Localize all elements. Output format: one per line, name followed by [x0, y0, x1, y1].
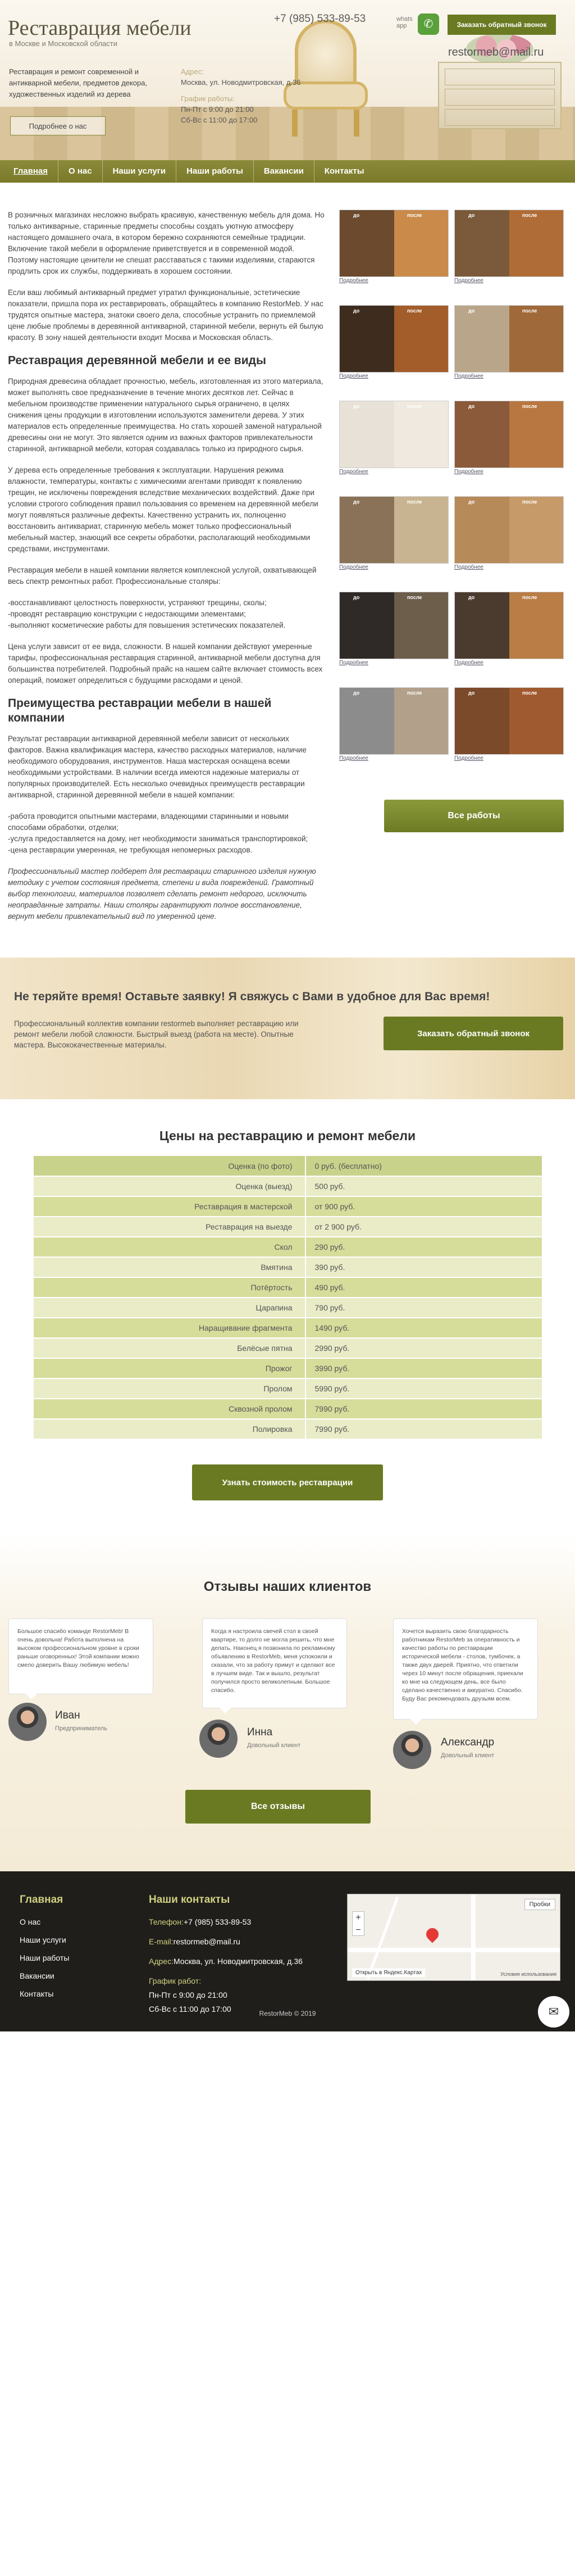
price-service-name: Белёсые пятна — [34, 1338, 305, 1358]
callback-button-top[interactable]: Заказать обратный звонок — [448, 15, 556, 35]
article-paragraph: Природная древесина обладает прочностью, мебель, изготовленная из этого материала, может выполнять свое предназначение в течение многих десятков лет. Сейчас в мебельном производстве применении натурального сырья ограничено, в целях снижения цены продукции в изготовлении используются заменители дерева. У этих материалов есть определенные преимущества. Но стать хорошей заменой натуральной древесины они не могут. Это является одним из важных факторов привлекательности старинной, антикварной мебели, которая создавалась только из природного сырья. — [8, 377, 323, 453]
reviewer-role: Довольный клиент — [441, 1752, 495, 1759]
review-card: Хочется выразить свою благодарность работникам RestorMeb за оперативность и качество работы по реставрации исторической мебели - столов, тумбочек, а также двух дверей. Приятно, что ответили через 10 минут после обращения, приехали ко мне на следующем день, все было сделано качественно и аккуратно. Спасибо. Буду Вас рекомендовать друзьям всем. — [393, 1618, 538, 1720]
before-label: до — [353, 499, 360, 505]
work-photo[interactable] — [454, 401, 564, 468]
work-photo[interactable] — [339, 687, 449, 755]
after-label: после — [522, 308, 537, 314]
map-open-link[interactable]: Открыть в Яндекс.Картах — [352, 1969, 425, 1977]
price-service-name: Наращивание фрагмента — [34, 1318, 305, 1338]
footer-menu — [20, 1913, 69, 2003]
avatar — [8, 1703, 47, 1741]
footer-menu-title[interactable]: Главная — [20, 1894, 63, 1906]
after-label: после — [522, 499, 537, 505]
reviews-title: Отзывы наших клиентов — [203, 1579, 372, 1594]
work-more-link[interactable]: Подробнее — [339, 755, 368, 761]
footer-link-vacancies[interactable]: Вакансии — [20, 1971, 54, 1980]
price-row — [34, 1237, 542, 1257]
phone-label: Телефон: — [149, 1917, 184, 1926]
prices-title: Цены на реставрацию и ремонт мебели — [159, 1128, 416, 1143]
footer-phone[interactable]: +7 (985) 533-89-53 — [183, 1917, 252, 1926]
work-photo[interactable] — [339, 592, 449, 659]
price-value: 0 руб. (бесплатно) — [305, 1156, 542, 1176]
footer-contacts-title: Наши контакты — [149, 1894, 230, 1906]
nav-item-home[interactable]: Главная — [3, 160, 58, 183]
before-label: до — [468, 499, 475, 505]
footer-schedule-weekend: Сб-Вс с 11:00 до 17:00 — [149, 2004, 231, 2013]
article-paragraph: Если ваш любимый антикварный предмет утратил функциональные, эстетические показатели, пришла пора их реставрировать, обращайтесь в компанию RestorMeb. У нас трудятся опытные мастера, знатоки своего дела, способные устранить по приемлемой цене любые проблемы в деревянной антикварной, старинной мебели, вернуть ей былую красоту. В зону нашей деятельности входит Москва и Московская область. — [8, 288, 323, 342]
price-value: от 2 900 руб. — [305, 1217, 542, 1237]
dresser-image — [438, 62, 562, 129]
before-label: до — [468, 212, 475, 218]
price-service-name: Полировка — [34, 1419, 305, 1439]
price-row — [34, 1318, 542, 1338]
review-card: Когда я настроила свечей стол в своей квартире, то долго не могла решить, что мне делать. Наконец я позвонила по рекламному объявлению в RestorMeb, меня успокоили и сказали, что за работу примут и сделают все в лучшем виде. Так и вышло, результат получился просто великолепным. Большое спасибо. — [202, 1618, 347, 1708]
work-tile[interactable] — [454, 210, 564, 285]
article-paragraph: Результат реставрации антикварной деревянной мебели зависит от нескольких факторов. Важна квалификация мастера, качество расходных материалов, наличие необходимого оборудования, инструментов. Наша мастерская оснащена всеми необходимыми устройствами. В наличии всегда имеются надежные материалы от популярных производителей. Есть несколько очевидных преимуществ реставрации антикварной, старинной деревянной мебели в нашей компании: — [8, 734, 307, 799]
footer-schedule-weekdays: Пн-Пт с 9:00 до 21:00 — [149, 1990, 227, 1999]
address-label: Адрес: — [149, 1957, 174, 1966]
cta-callback-button[interactable]: Заказать обратный звонок — [384, 1017, 563, 1050]
cta-title: Не теряйте время! Оставьте заявку! Я свяжусь с Вами в удобное для Вас время! — [14, 990, 490, 1003]
work-tile[interactable] — [339, 210, 449, 285]
after-label: после — [407, 403, 422, 409]
work-tile[interactable] — [339, 687, 449, 763]
work-more-link[interactable]: Подробнее — [454, 469, 483, 475]
work-tile[interactable] — [339, 305, 449, 381]
work-photo[interactable] — [454, 687, 564, 755]
price-row — [34, 1196, 542, 1217]
price-service-name: Реставрация на выезде — [34, 1217, 305, 1237]
after-label: после — [407, 499, 422, 505]
subnav-spacer — [0, 183, 575, 210]
whatsapp-icon[interactable]: ✆ — [418, 13, 439, 35]
site-title[interactable]: Реставрация мебели — [8, 16, 191, 40]
price-service-name: Скол — [34, 1237, 305, 1257]
before-label: до — [468, 690, 475, 696]
price-value: от 900 руб. — [305, 1196, 542, 1217]
reviewer-name: Александр — [441, 1736, 495, 1748]
map-pin-icon — [423, 1925, 441, 1943]
price-row — [34, 1338, 542, 1358]
reviewer-role: Предприниматель — [55, 1725, 108, 1732]
footer-email[interactable]: restormeb@mail.ru — [173, 1937, 240, 1946]
avatar — [199, 1720, 238, 1758]
article-paragraph: В розничных магазинах несложно выбрать красивую, качественную мебель для дома. Но только антикварные, старинные предметы способны создать уютную атмосферу настоящего домашнего очага, в котором бережно сохраняются семейные традиции. Включение такой мебели в оформление приветствуется и в современной модой. Поэтому настоящие ценители не спешат расставаться с такими изделиями, стараются продлить срок их службы, поддерживать в хорошем состоянии. — [8, 211, 325, 275]
schedule-weekend: Сб-Вс с 11:00 до 17:00 — [181, 116, 258, 124]
price-table — [34, 1156, 542, 1440]
footer — [0, 1871, 575, 2031]
footer-link-services[interactable]: Наши услуги — [20, 1935, 66, 1944]
price-service-name: Царапина — [34, 1298, 305, 1318]
work-tile[interactable] — [454, 592, 564, 668]
about-button[interactable]: Подробнее о нас — [10, 116, 106, 135]
article-paragraph: Цена услуги зависит от ее вида, сложности. В нашей компании действуют умеренные тарифы, профессиональная реставрация старинной, антикварной мебели доступна для большинства потребителей. Подробный прайс на нашем сайте включает стоимость всех операций, поможет определиться с будущими расходами и ценой. — [8, 642, 323, 684]
footer-link-contacts[interactable]: Контакты — [20, 1989, 54, 1998]
prices-section — [0, 1099, 575, 1500]
price-value: 390 руб. — [305, 1257, 542, 1277]
work-tile[interactable] — [454, 305, 564, 381]
copyright: RestorMeb © 2019 — [259, 2010, 316, 2017]
review-card: Большое спасибо команде RestorMeb! В очень довольна! Работа выполнена на высоком профессиональном уровне в сроки раньше оговоренных! Этой компании можно смело доверить Вашу любимую мебель! — [8, 1618, 153, 1694]
yandex-map[interactable] — [347, 1894, 560, 1981]
after-label: после — [522, 403, 537, 409]
header-description: Реставрация и ремонт современной и антикварной мебели, предметов декора, художественных изделий из дерева — [9, 67, 148, 98]
price-service-name: Вмятина — [34, 1257, 305, 1277]
before-label: до — [353, 212, 360, 218]
header-phone-link[interactable]: +7 (985) 533-89-53 — [274, 13, 366, 25]
price-service-name: Потёртость — [34, 1277, 305, 1298]
after-label: после — [407, 690, 422, 696]
address-text: Москва, ул. Новодмитровская, д.36 — [181, 78, 301, 87]
work-more-link[interactable]: Подробнее — [454, 278, 483, 284]
all-reviews-button[interactable]: Все отзывы — [185, 1790, 371, 1824]
before-label: до — [353, 690, 360, 696]
price-row — [34, 1156, 542, 1176]
main-nav — [0, 160, 575, 183]
work-tile[interactable] — [454, 687, 564, 763]
price-row — [34, 1419, 542, 1439]
after-label: после — [407, 308, 422, 314]
services-list — [8, 597, 325, 631]
header — [0, 0, 575, 160]
nav-item-about[interactable]: О нас — [58, 160, 103, 183]
price-value: 2990 руб. — [305, 1338, 542, 1358]
header-email-link[interactable]: restormeb@mail.ru — [448, 46, 544, 58]
price-service-name: Пролом — [34, 1378, 305, 1399]
price-row — [34, 1399, 542, 1419]
work-more-link[interactable]: Подробнее — [454, 660, 483, 666]
list-item: -цена реставрации умеренная, не требующая непомерных расходов. — [8, 846, 253, 854]
footer-link-about[interactable]: О нас — [20, 1917, 41, 1926]
footer-contacts — [149, 1915, 303, 2016]
schedule-label: График работ: — [149, 1976, 202, 1985]
work-more-link[interactable]: Подробнее — [339, 660, 368, 666]
work-more-link[interactable]: Подробнее — [454, 373, 483, 379]
price-service-name: Оценка (выезд) — [34, 1176, 305, 1196]
list-item: -выполняют косметические работы для повышения эстетических показателей. — [8, 621, 286, 629]
price-value: 7990 руб. — [305, 1419, 542, 1439]
price-value: 790 руб. — [305, 1298, 542, 1318]
list-item: -услуга предоставляется на дому, нет необходимости заниматься транспортировкой; — [8, 835, 308, 843]
article-paragraph: У дерева есть определенные требования к эксплуатации. Нарушения режима влажности, температуры, контакты с химическими агентами приводят к появлению трещин, не исключены повреждения вследствие механических воздействий. Даже при условии строгого соблюдения правил пользования со временем на деревянной мебели могут появляться различные дефекты. Качественно устранить их, полноценно восстановить антиквариат, старинную мебель может только профессиональный мебельный мастер, знающий все секреты обработки, располагающий необходимыми средствами, инструментами. — [8, 466, 318, 553]
before-label: до — [468, 595, 475, 600]
list-item: -работа проводится опытными мастерами, владеющими старинными и новыми способами обработки, отделки; — [8, 812, 289, 832]
work-photo[interactable] — [454, 210, 564, 277]
chat-icon[interactable]: ✉ — [538, 1996, 569, 2028]
list-item: -восстанавливают целостность поверхности, устраняют трещины, сколы; — [8, 598, 267, 607]
after-label: после — [522, 212, 537, 218]
price-row — [34, 1378, 542, 1399]
price-service-name: Прожог — [34, 1358, 305, 1378]
all-works-button[interactable]: Все работы — [384, 800, 564, 832]
list-item: -проводят реставрацию конструкции с недостающими элементами; — [8, 610, 246, 618]
price-row — [34, 1277, 542, 1298]
after-label: после — [407, 212, 422, 218]
work-tile[interactable] — [454, 496, 564, 572]
reviews-section — [0, 1534, 575, 1871]
article-paragraph: Реставрация мебели в нашей компании является комплексной услугой, охватывающей весь спектр ремонтных работ. Профессиональные столяры: — [8, 566, 317, 586]
work-more-link[interactable]: Подробнее — [454, 564, 483, 570]
schedule-label: График работы: — [181, 94, 235, 103]
address-label: Адрес: — [181, 67, 204, 76]
work-photo[interactable] — [339, 401, 449, 468]
price-row — [34, 1257, 542, 1277]
work-more-link[interactable]: Подробнее — [339, 564, 368, 570]
work-more-link[interactable]: Подробнее — [339, 278, 368, 284]
schedule-weekdays: Пн-Пт с 9:00 до 21:00 — [181, 105, 254, 114]
before-label: до — [353, 308, 360, 314]
price-service-name: Сквозной пролом — [34, 1399, 305, 1419]
works-gallery — [339, 210, 564, 932]
map-zoom-control[interactable]: + − — [352, 1911, 364, 1936]
price-value: 490 руб. — [305, 1277, 542, 1298]
header-info — [181, 66, 301, 125]
work-tile[interactable] — [454, 401, 564, 477]
price-row — [34, 1176, 542, 1196]
article — [8, 210, 325, 932]
work-photo[interactable] — [454, 592, 564, 659]
section-heading: Преимущества реставрации мебели в нашей компании — [8, 697, 272, 724]
work-more-link[interactable]: Подробнее — [454, 755, 483, 761]
email-label: E-mail: — [149, 1937, 174, 1946]
nav-item-vacancies[interactable]: Вакансии — [254, 160, 314, 183]
before-label: до — [353, 595, 360, 600]
work-more-link[interactable]: Подробнее — [339, 373, 368, 379]
nav-item-contacts[interactable]: Контакты — [324, 166, 364, 176]
after-label: после — [407, 595, 422, 600]
work-photo[interactable] — [339, 210, 449, 277]
after-label: после — [522, 595, 537, 600]
work-photo[interactable] — [454, 305, 564, 373]
map-traffic-button[interactable]: Пробки — [524, 1899, 555, 1910]
work-tile[interactable] — [339, 401, 449, 477]
price-service-name: Реставрация в мастерской — [34, 1196, 305, 1217]
map-terms-link[interactable]: Условия использования — [500, 1971, 556, 1977]
before-label: до — [353, 403, 360, 409]
main-section — [0, 210, 575, 932]
price-value: 290 руб. — [305, 1237, 542, 1257]
article-paragraph: Профессиональный мастер подберет для реставрации старинного изделия нужную методику с учетом состояния предмета, степени и вида повреждений. Грамотный выбор технологии, материалов позволяет сделать ремонт недорого, исключить неоправданные затраты. Наши столяры гарантируют полное восстановление, вернут мебели привлекательный вид по умеренной цене. — [8, 867, 316, 920]
price-value: 1490 руб. — [305, 1318, 542, 1338]
price-row — [34, 1358, 542, 1378]
nav-item-works[interactable]: Наши работы — [176, 160, 254, 183]
reviewer-role: Довольный клиент — [247, 1742, 301, 1749]
work-tile[interactable] — [339, 496, 449, 572]
callback-banner — [0, 958, 575, 1099]
price-value: 7990 руб. — [305, 1399, 542, 1419]
avatar — [393, 1731, 431, 1769]
price-service-name: Оценка (по фото) — [34, 1156, 305, 1176]
price-row — [34, 1217, 542, 1237]
price-value: 500 руб. — [305, 1176, 542, 1196]
price-value: 3990 руб. — [305, 1358, 542, 1378]
footer-link-works[interactable]: Наши работы — [20, 1953, 70, 1962]
reviewer-name: Инна — [247, 1726, 273, 1738]
reviewer-name: Иван — [55, 1709, 80, 1721]
work-more-link[interactable]: Подробнее — [339, 469, 368, 475]
whatsapp-label: whats app — [396, 16, 413, 29]
advantages-list — [8, 811, 325, 856]
site-subtitle: в Москве и Московской области — [9, 39, 117, 48]
work-photo[interactable] — [454, 496, 564, 564]
before-label: до — [468, 308, 475, 314]
before-label: до — [468, 403, 475, 409]
work-tile[interactable] — [339, 592, 449, 668]
nav-item-services[interactable]: Наши услуги — [103, 160, 177, 183]
footer-address: Москва, ул. Новодмитровская, д.36 — [173, 1957, 303, 1966]
after-label: после — [522, 690, 537, 696]
price-estimate-button[interactable]: Узнать стоимость реставрации — [192, 1464, 383, 1500]
work-photo[interactable] — [339, 305, 449, 373]
work-photo[interactable] — [339, 496, 449, 564]
price-value: 5990 руб. — [305, 1378, 542, 1399]
section-heading: Реставрация деревянной мебели и ее виды — [8, 354, 266, 367]
cta-text: Профессиональный коллектив компании restormeb выполняет реставрацию или ремонт мебели любой сложности. Быстрый выезд (работа на месте). Опытные мастера. Высококачественные материалы. — [14, 1019, 299, 1049]
price-row — [34, 1298, 542, 1318]
